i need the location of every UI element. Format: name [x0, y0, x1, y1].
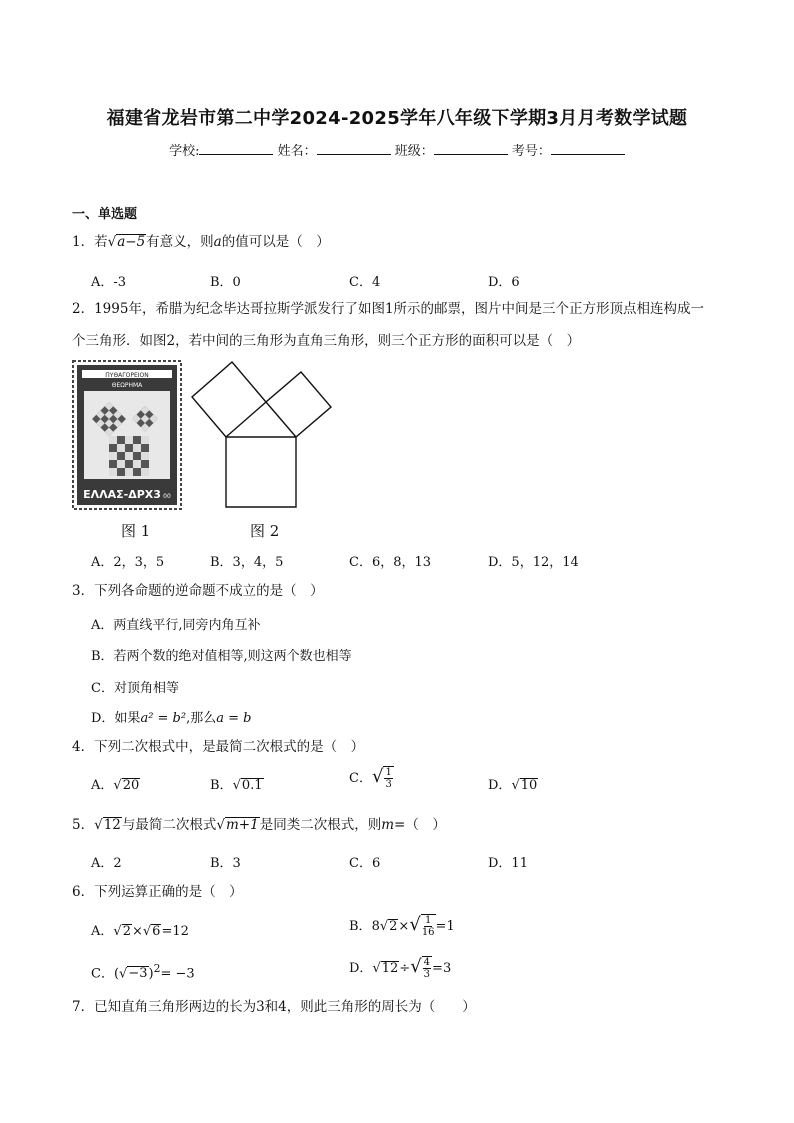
student-info-line	[0, 140, 794, 159]
q5-option-d: D．11	[488, 856, 528, 871]
q5-option-c: C．6	[349, 856, 381, 871]
name-blank	[317, 142, 391, 155]
q3-option-c: C．对顶角相等	[91, 681, 179, 696]
q3-option-a: A．两直线平行,同旁内角互补	[91, 618, 261, 633]
question-5-stem: 5．√12与最简二次根式√m+1是同类二次根式，则m=（ ）	[72, 817, 446, 833]
exam-no-label: 考号：	[511, 144, 551, 159]
q5-option-b: B．3	[210, 856, 241, 871]
q6-option-b: B．8√2×√ $\frac{1}{16}$ =1	[349, 914, 455, 938]
q1-number: 1．若	[72, 234, 108, 250]
q6-option-a: A．√2×√6=12	[91, 924, 189, 939]
school-blank	[199, 142, 273, 155]
question-2-line-1: 2．1995年，希腊为纪念毕达哥拉斯学派发行了如图1所示的邮票，图片中间是三个正方形顶点相连构成一	[72, 301, 705, 317]
question-1-stem	[72, 233, 330, 251]
class-label: 班级：	[394, 144, 434, 159]
figure-1-caption: 图 1	[121, 522, 151, 540]
q1-option-b: B．0	[210, 275, 241, 290]
figure-2-caption: 图 2	[250, 522, 280, 540]
class-blank	[434, 142, 508, 155]
right-square	[266, 372, 331, 437]
q1-radicand: a−5	[117, 234, 146, 250]
q2-option-c: C．6，8，13	[349, 555, 432, 570]
sqrt-sign: √	[107, 234, 117, 250]
q3-option-d: D．如果a² = b²,那么a = b	[91, 711, 252, 726]
question-6-stem: 6．下列运算正确的是（ ）	[72, 884, 243, 900]
stamp-figure	[72, 360, 182, 510]
exam-no-blank	[551, 142, 625, 155]
q4-option-a: A．√20	[91, 778, 140, 793]
stamp-top-text-2: ΘΕΩΡΗΜΑ	[111, 382, 143, 389]
q1-text-end: 的值可以是（ ）	[221, 234, 330, 250]
q1-option-c: C．4	[349, 275, 381, 290]
q2-option-d: D．5，12，14	[488, 555, 579, 570]
q1-text: 有意义，则	[146, 234, 214, 250]
bottom-square	[226, 437, 296, 507]
stamp-top-text-1: ΠΥΘΑΓΟΡΕΙΟΝ	[105, 372, 149, 379]
q4-option-c: C．√ $\frac{1}{3}$	[349, 766, 392, 790]
q5-option-a: A．2	[91, 856, 122, 871]
question-4-stem: 4．下列二次根式中，是最简二次根式的是（ ）	[72, 739, 365, 755]
q1-option-d: D．6	[488, 275, 520, 290]
name-label: 姓名：	[277, 144, 317, 159]
q1-var: a	[213, 234, 222, 250]
stamp-value: 00	[163, 493, 171, 500]
page-title: 福建省龙岩市第二中学2024-2025学年八年级下学期3月月考数学试题	[106, 108, 688, 129]
question-7-stem: 7．已知直角三角形两边的长为3和4，则此三角形的周长为（ ）	[72, 999, 476, 1015]
question-2-line-2: 个三角形．如图2，若中间的三角形为直角三角形，则三个正方形的面积可以是（ ）	[72, 333, 581, 349]
section-heading: 一、单选题	[72, 207, 138, 222]
question-3-stem: 3．下列各命题的逆命题不成立的是（ ）	[72, 583, 324, 599]
q6-option-d: D．√12÷√ $\frac{4}{3}$ =3	[349, 956, 452, 980]
stamp-bottom-square	[109, 436, 149, 476]
q4-option-d: D．√10	[488, 778, 538, 793]
q4-option-b: B．√0.1	[210, 778, 263, 793]
pythagoras-diagram	[188, 358, 338, 514]
q3-option-b: B．若两个数的绝对值相等,则这两个数也相等	[91, 649, 352, 664]
stamp-bottom-text: ΕΛΛΑΣ-ΔΡΧ3	[83, 488, 161, 501]
q6-option-c: C．$(√-3)^2= -3$	[91, 962, 195, 982]
school-label: 学校:	[169, 144, 200, 159]
q2-option-a: A．2，3，5	[91, 555, 165, 570]
q2-option-b: B．3，4，5	[210, 555, 284, 570]
q1-option-a: A．-3	[91, 275, 127, 290]
left-square	[192, 362, 266, 437]
